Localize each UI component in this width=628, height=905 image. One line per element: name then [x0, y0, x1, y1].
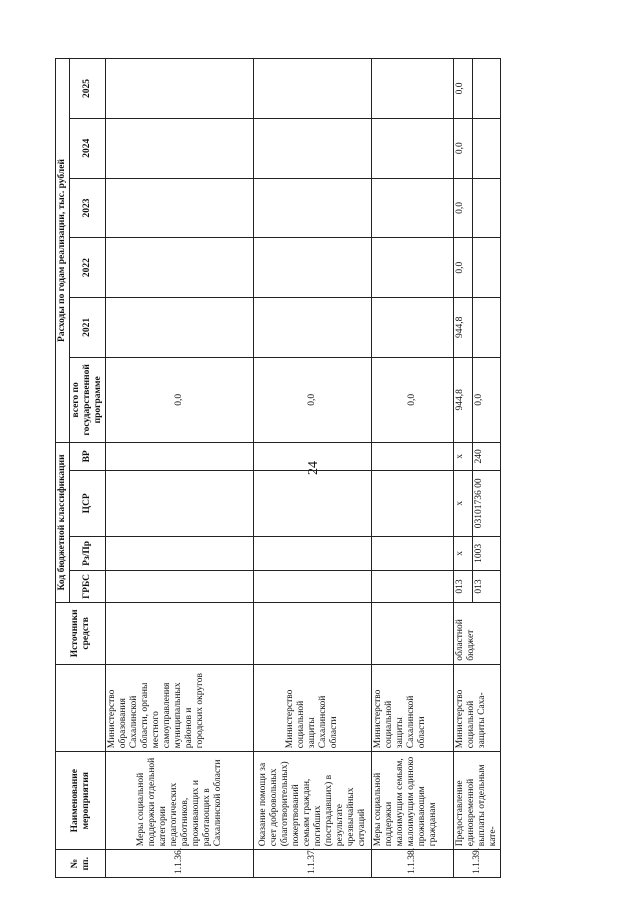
row-rzpr — [254, 536, 372, 570]
row-2025 — [372, 59, 454, 119]
row-2021 — [106, 297, 254, 357]
row-rzpr: x — [454, 536, 473, 570]
row-source: областной бюджет — [454, 602, 501, 664]
row-2025: 0,0 — [454, 59, 473, 119]
header-source: Источники средств — [56, 602, 106, 664]
row-2024 — [106, 118, 254, 178]
row-csr — [106, 470, 254, 536]
row-source — [372, 602, 454, 664]
row-csr — [254, 470, 372, 536]
header-rzpr: Рз/Пр — [70, 536, 106, 570]
row-2023 — [472, 178, 500, 238]
header-name: Наименование мероприятия — [56, 752, 106, 850]
row-number: 1.1.36. — [106, 850, 254, 878]
row-vr: 240 — [472, 442, 500, 470]
page-number: 24 — [306, 461, 321, 475]
header-vr: ВР — [70, 442, 106, 470]
row-total: 0,0 — [254, 357, 372, 442]
table-row — [106, 59, 254, 878]
row-csr: 03101736 00 — [472, 470, 500, 536]
row-2021 — [254, 297, 372, 357]
row-rzpr — [372, 536, 454, 570]
budget-table — [55, 58, 501, 878]
row-executor: Министерство образования Сахалинской области, органы местного самоуправления муниципальных районов и городских округов — [106, 664, 254, 751]
header-year: 2024 — [70, 118, 106, 178]
row-rzpr: 1003 — [472, 536, 500, 570]
row-2022 — [372, 238, 454, 298]
row-2023 — [254, 178, 372, 238]
header-year: 2022 — [70, 238, 106, 298]
row-2025 — [106, 59, 254, 119]
row-name: Меры социальной поддержки отдельной категории педагогических работников, проживающих и работающих в Сахалинской области — [106, 752, 254, 850]
row-2024 — [472, 118, 500, 178]
row-total: 0,0 — [472, 357, 500, 442]
row-number: 1.1.37. — [254, 850, 372, 878]
row-csr — [372, 470, 454, 536]
row-vr: x — [454, 442, 473, 470]
row-2021 — [472, 297, 500, 357]
row-grbs — [372, 570, 454, 602]
header-year: 2021 — [70, 297, 106, 357]
row-2022 — [472, 238, 500, 298]
row-grbs: 013 — [454, 570, 473, 602]
table-row — [454, 59, 473, 878]
header-csr: ЦСР — [70, 470, 106, 536]
row-name: Меры социальной поддержки малоимущим семьям, малоимущим одиноко проживающим гражданам — [372, 752, 454, 850]
header-year: 2023 — [70, 178, 106, 238]
row-source — [106, 602, 254, 664]
row-2021: 944,8 — [454, 297, 473, 357]
header-executor — [56, 664, 106, 751]
row-name: Предоставление единовременной выплаты отдельным кате- — [454, 752, 501, 850]
row-grbs: 013 — [472, 570, 500, 602]
row-2024 — [372, 118, 454, 178]
row-2022 — [106, 238, 254, 298]
row-executor: Министерство социальной защиты Саха- — [454, 664, 501, 751]
row-vr — [372, 442, 454, 470]
row-total: 944,8 — [454, 357, 473, 442]
row-grbs — [254, 570, 372, 602]
row-executor: Министерство социальной защиты Сахалинской области — [254, 664, 372, 751]
header-no: № пп. — [56, 850, 106, 878]
row-name: Оказание помощи за счет добровольных (благотворительных) пожертвований семьям граждан, погибших (пострадавших) в результате чрезвычайных ситуаций — [254, 752, 372, 850]
row-2025 — [472, 59, 500, 119]
row-grbs — [106, 570, 254, 602]
row-executor: Министерство социальной защиты Сахалинской области — [372, 664, 454, 751]
header-grbs: ГРБС — [70, 570, 106, 602]
budget-table-container — [55, 58, 545, 878]
row-2022: 0,0 — [454, 238, 473, 298]
header-expenses-group: Расходы по годам реализации, тыс. рублей — [56, 59, 70, 443]
row-total: 0,0 — [106, 357, 254, 442]
row-2023: 0,0 — [454, 178, 473, 238]
header-total: всего по государственной программе — [70, 357, 106, 442]
header-year: 2025 — [70, 59, 106, 119]
table-row — [254, 59, 372, 878]
row-2024: 0,0 — [454, 118, 473, 178]
row-vr — [106, 442, 254, 470]
row-2024 — [254, 118, 372, 178]
row-2023 — [106, 178, 254, 238]
row-csr: x — [454, 470, 473, 536]
row-2025 — [254, 59, 372, 119]
row-2021 — [372, 297, 454, 357]
row-rzpr — [106, 536, 254, 570]
row-vr — [254, 442, 372, 470]
row-total: 0,0 — [372, 357, 454, 442]
row-2023 — [372, 178, 454, 238]
row-number: 1.1.39. — [454, 850, 501, 878]
row-2022 — [254, 238, 372, 298]
row-number: 1.1.38. — [372, 850, 454, 878]
header-code-group: Код бюджетной классификации — [56, 442, 70, 602]
table-row — [372, 59, 454, 878]
row-source — [254, 602, 372, 664]
